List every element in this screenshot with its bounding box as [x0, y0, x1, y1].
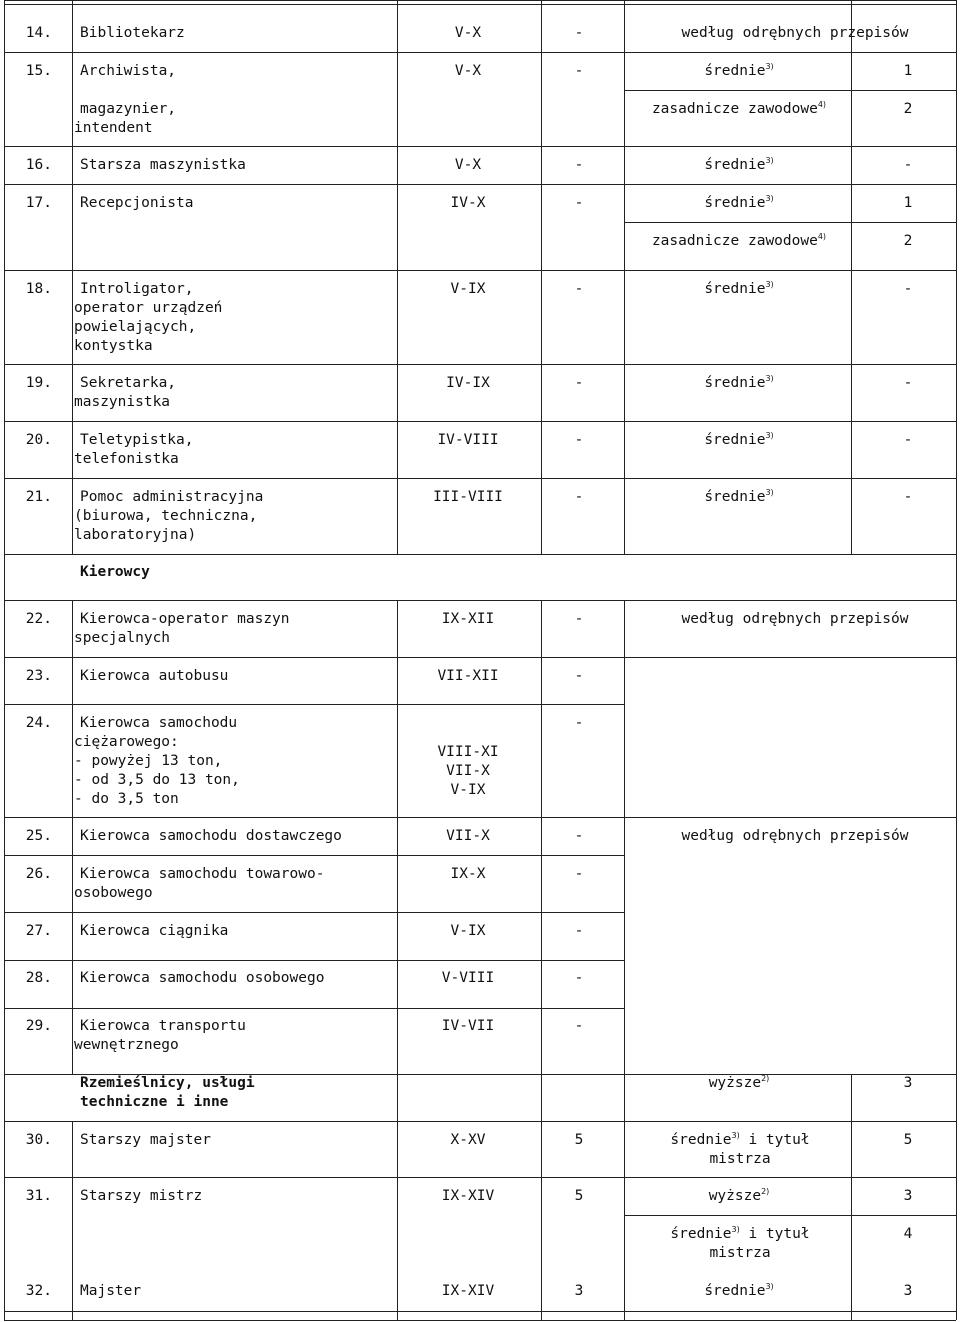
education-requirement	[625, 1187, 853, 1206]
grade-line: VII-XII	[437, 668, 499, 684]
footnote-ref: 3)	[765, 488, 774, 497]
grade-line: X-XV	[450, 1132, 486, 1148]
pay-grade	[398, 922, 538, 941]
grid-hline	[851, 554, 956, 555]
row-number: 22.	[25, 611, 52, 627]
years-experience: -	[574, 281, 584, 297]
name-line: - powyżej 13 ton,	[74, 753, 223, 769]
pay-grade	[398, 194, 538, 213]
footnote-ref: 3)	[765, 62, 774, 71]
row-number: 32.	[25, 1283, 52, 1299]
footnote-ref: 3)	[765, 431, 774, 440]
position-name	[74, 100, 177, 138]
grade-line: IV-X	[450, 195, 486, 211]
grid-hline	[624, 1215, 956, 1216]
grid-hline	[4, 364, 956, 365]
years-experience: -	[574, 1018, 584, 1034]
name-line: Kierowca ciągnika	[80, 923, 229, 939]
education-requirement	[625, 1282, 853, 1301]
grid-hline	[4, 704, 624, 705]
years-experience: -	[574, 489, 584, 505]
pay-grade	[398, 969, 538, 988]
footnote-ref: 4)	[817, 232, 827, 241]
education-requirement: według odrębnych przepisów	[681, 25, 909, 41]
pay-grade	[398, 1131, 538, 1150]
grade-line: IX-X	[450, 866, 486, 882]
grade-line: IV-VIII	[437, 432, 499, 448]
points-value: 3	[903, 1188, 913, 1204]
name-line: - do 3,5 ton	[74, 791, 179, 807]
position-name	[74, 374, 177, 412]
grid-hline	[4, 960, 624, 961]
footnote-ref: 3)	[765, 1282, 774, 1291]
requirement-text: średnie	[704, 489, 766, 505]
grid-hline	[4, 912, 624, 913]
points-value: 1	[903, 63, 913, 79]
years-experience: -	[574, 195, 584, 211]
grid-vline	[72, 0, 73, 554]
position-name	[80, 1282, 141, 1301]
row-number: 31.	[25, 1188, 52, 1204]
row-number: 16.	[25, 157, 52, 173]
requirement-text: średnie	[704, 63, 766, 79]
section-line: techniczne i inne	[80, 1094, 229, 1110]
years-experience: -	[574, 25, 584, 41]
years-experience: -	[574, 375, 584, 391]
row-number: 27.	[25, 923, 52, 939]
name-line: Kierowca transportu	[80, 1018, 246, 1034]
grade-line: V-X	[454, 63, 482, 79]
grid-hline	[4, 52, 956, 53]
section-header	[80, 1074, 255, 1112]
footnote-ref: 3)	[765, 280, 774, 289]
position-name	[74, 610, 290, 648]
name-line: Kierowca samochodu	[80, 715, 238, 731]
footnote-ref: 2)	[761, 1074, 770, 1083]
position-name	[80, 827, 342, 846]
points-value: 2	[903, 233, 913, 249]
requirement-text: średnie	[704, 195, 766, 211]
requirement-text: średnie	[670, 1132, 732, 1148]
grade-line: III-VIII	[433, 489, 503, 505]
grid-hline	[4, 600, 956, 601]
footnote-ref: 2)	[761, 1187, 770, 1196]
name-line: Pomoc administracyjna	[80, 489, 264, 505]
position-name	[80, 24, 185, 43]
requirement-text: zasadnicze zawodowe	[651, 101, 818, 117]
pay-grade	[398, 488, 538, 507]
grid-vline	[624, 0, 625, 554]
grade-line: V-IX	[450, 782, 486, 798]
position-name	[80, 194, 194, 213]
row-number: 30.	[25, 1132, 52, 1148]
points-value: 3	[903, 1075, 913, 1091]
grade-line: V-X	[454, 157, 482, 173]
education-requirement	[625, 1074, 853, 1093]
education-requirement	[625, 62, 853, 81]
grid-vline	[541, 0, 542, 554]
grade-line: V-VIII	[441, 970, 495, 986]
grid-hline	[4, 1121, 624, 1122]
position-name	[80, 667, 228, 686]
grade-line: V-X	[454, 25, 482, 41]
grid-vline	[72, 600, 73, 1074]
grade-line: V-IX	[450, 923, 486, 939]
footnote-ref: 3)	[765, 374, 774, 383]
position-name	[80, 1187, 202, 1206]
education-requirement	[630, 1131, 850, 1169]
requirement-text: i tytuł	[739, 1226, 810, 1242]
position-name	[80, 1131, 211, 1150]
points-value: -	[903, 489, 913, 505]
footnote-ref: 3)	[731, 1131, 740, 1140]
education-requirement	[625, 156, 853, 175]
pay-grade	[398, 743, 538, 800]
education-requirement	[625, 280, 853, 299]
row-number: 14.	[25, 25, 52, 41]
education-requirement	[625, 488, 853, 507]
grade-line: IX-XII	[441, 611, 495, 627]
footnote-ref: 4)	[817, 100, 827, 109]
education-requirement	[630, 1225, 850, 1263]
points-value: 1	[903, 195, 913, 211]
name-line: Kierowca autobusu	[80, 668, 229, 684]
years-experience: -	[574, 866, 584, 882]
requirement-text: wyższe	[708, 1188, 762, 1204]
name-line: specjalnych	[74, 630, 171, 646]
name-line: - od 3,5 do 13 ton,	[74, 772, 240, 788]
education-requirement: według odrębnych przepisów	[681, 828, 909, 844]
row-number: 19.	[25, 375, 52, 391]
row-number: 18.	[25, 281, 52, 297]
position-name	[74, 865, 325, 903]
row-number: 26.	[25, 866, 52, 882]
name-line: Starsza maszynistka	[80, 157, 246, 173]
name-line: Sekretarka,	[80, 375, 177, 391]
name-line: wewnętrznego	[74, 1037, 179, 1053]
grid-hline	[4, 0, 956, 1]
years-experience: -	[574, 63, 584, 79]
grade-line: IV-VII	[441, 1018, 495, 1034]
position-name	[80, 156, 246, 175]
row-number: 25.	[25, 828, 52, 844]
name-line: maszynistka	[74, 394, 171, 410]
footnote-ref: 3)	[731, 1225, 740, 1234]
years-experience: -	[574, 668, 584, 684]
grid-hline	[4, 817, 956, 818]
grade-line: V-IX	[450, 281, 486, 297]
pay-grade	[398, 827, 538, 846]
grid-hline	[4, 270, 956, 271]
row-number: 21.	[25, 489, 52, 505]
pay-grade	[398, 667, 538, 686]
grid-vline	[4, 0, 5, 1320]
name-line: Bibliotekarz	[80, 25, 185, 41]
years-experience: -	[574, 432, 584, 448]
points-value: 2	[903, 101, 913, 117]
footnote-ref: 3)	[765, 194, 774, 203]
education-requirement	[625, 100, 853, 119]
grid-hline	[4, 1008, 624, 1009]
name-line: osobowego	[74, 885, 153, 901]
pay-grade	[398, 865, 538, 884]
name-line: Starszy mistrz	[80, 1188, 203, 1204]
years-experience: -	[574, 715, 584, 731]
requirement-text: średnie	[704, 432, 766, 448]
name-line: ciężarowego:	[74, 734, 179, 750]
requirement-text: wyższe	[708, 1075, 762, 1091]
grid-vline	[624, 600, 625, 1320]
points-value: 4	[903, 1226, 913, 1242]
years-experience: -	[574, 611, 584, 627]
requirement-text: średnie	[704, 375, 766, 391]
grid-hline	[4, 4, 956, 5]
name-line: Recepcjonista	[80, 195, 194, 211]
grid-vline	[956, 0, 957, 1320]
pay-grade	[398, 610, 538, 629]
row-number: 17.	[25, 195, 52, 211]
position-name	[74, 431, 194, 469]
pay-grade	[398, 1187, 538, 1206]
requirement-text: i tytuł	[739, 1132, 810, 1148]
years-experience: -	[574, 970, 584, 986]
points-value: -	[903, 432, 913, 448]
grid-hline	[4, 184, 956, 185]
years-experience: -	[574, 828, 584, 844]
grid-hline	[4, 421, 956, 422]
position-name	[74, 280, 223, 356]
position-name	[80, 62, 176, 81]
name-line: magazynier,	[80, 101, 177, 117]
row-number: 23.	[25, 668, 52, 684]
grade-line: VIII-XI	[437, 744, 499, 760]
points-value: -	[903, 375, 913, 391]
grid-hline	[4, 1311, 956, 1312]
name-line: Majster	[80, 1283, 142, 1299]
education-requirement: według odrębnych przepisów	[681, 611, 909, 627]
grid-hline	[4, 657, 956, 658]
row-number: 15.	[25, 63, 52, 79]
position-name	[74, 714, 240, 809]
position-name	[80, 969, 324, 988]
years-experience: 5	[574, 1132, 584, 1148]
name-line: powielających,	[74, 319, 197, 335]
education-requirement	[625, 194, 853, 213]
name-line: Teletypistka,	[80, 432, 194, 448]
pay-grade	[398, 1282, 538, 1301]
points-value: -	[903, 157, 913, 173]
requirement-line	[630, 1225, 850, 1244]
pay-grade	[398, 374, 538, 393]
requirement-line: mistrza	[709, 1151, 771, 1167]
grid-hline	[4, 478, 956, 479]
section-header: Kierowcy	[80, 564, 150, 580]
requirement-text: średnie	[704, 1283, 766, 1299]
years-experience: 5	[574, 1188, 584, 1204]
grade-line: IX-XIV	[441, 1283, 495, 1299]
requirement-line: mistrza	[709, 1245, 771, 1261]
education-requirement	[625, 431, 853, 450]
position-name	[74, 1017, 246, 1055]
row-number: 29.	[25, 1018, 52, 1034]
name-line: Introligator,	[80, 281, 194, 297]
grid-vline	[851, 0, 852, 554]
requirement-text: średnie	[670, 1226, 732, 1242]
pay-grade	[398, 1017, 538, 1036]
requirement-text: średnie	[704, 157, 766, 173]
row-number: 24.	[25, 715, 52, 731]
grade-line: IV-IX	[446, 375, 490, 391]
name-line: telefonistka	[74, 451, 179, 467]
position-name	[80, 922, 228, 941]
name-line: operator urządzeń	[74, 300, 223, 316]
grid-hline	[4, 554, 851, 555]
grid-hline	[624, 222, 956, 223]
education-requirement	[625, 374, 853, 393]
row-number: 28.	[25, 970, 52, 986]
section-line: Rzemieślnicy, usługi	[80, 1075, 255, 1091]
points-value: 5	[903, 1132, 913, 1148]
pay-grade	[398, 156, 538, 175]
name-line: Archiwista,	[80, 63, 177, 79]
years-experience: -	[574, 157, 584, 173]
name-line: (biurowa, techniczna,	[74, 508, 258, 524]
pay-grade	[398, 431, 538, 450]
grid-hline	[4, 855, 624, 856]
grade-line: VII-X	[446, 763, 490, 779]
grid-hline	[624, 90, 956, 91]
education-requirement	[625, 232, 853, 251]
name-line: Kierowca samochodu osobowego	[80, 970, 325, 986]
years-experience: 3	[574, 1283, 584, 1299]
grid-hline	[4, 146, 956, 147]
name-line: Starszy majster	[80, 1132, 211, 1148]
points-value: -	[903, 281, 913, 297]
grade-line: IX-XIV	[441, 1188, 495, 1204]
years-experience: -	[574, 923, 584, 939]
name-line: Kierowca samochodu towarowo-	[80, 866, 325, 882]
row-number: 20.	[25, 432, 52, 448]
name-line: Kierowca-operator maszyn	[80, 611, 290, 627]
position-name	[74, 488, 264, 545]
name-line: Kierowca samochodu dostawczego	[80, 828, 342, 844]
grid-hline	[4, 1320, 956, 1321]
name-line: laboratoryjna)	[74, 527, 197, 543]
grid-hline	[4, 1177, 956, 1178]
grade-line: VII-X	[446, 828, 490, 844]
pay-grade	[398, 280, 538, 299]
pay-grade	[398, 24, 538, 43]
pay-grade	[398, 62, 538, 81]
footnote-ref: 3)	[765, 156, 774, 165]
name-line: intendent	[74, 120, 153, 136]
requirement-text: zasadnicze zawodowe	[651, 233, 818, 249]
grid-vline	[397, 0, 398, 554]
grid-vline	[72, 1122, 73, 1320]
requirement-text: średnie	[704, 281, 766, 297]
requirement-line	[630, 1131, 850, 1150]
points-value: 3	[903, 1283, 913, 1299]
name-line: kontystka	[74, 338, 153, 354]
grid-hline	[624, 1121, 956, 1122]
